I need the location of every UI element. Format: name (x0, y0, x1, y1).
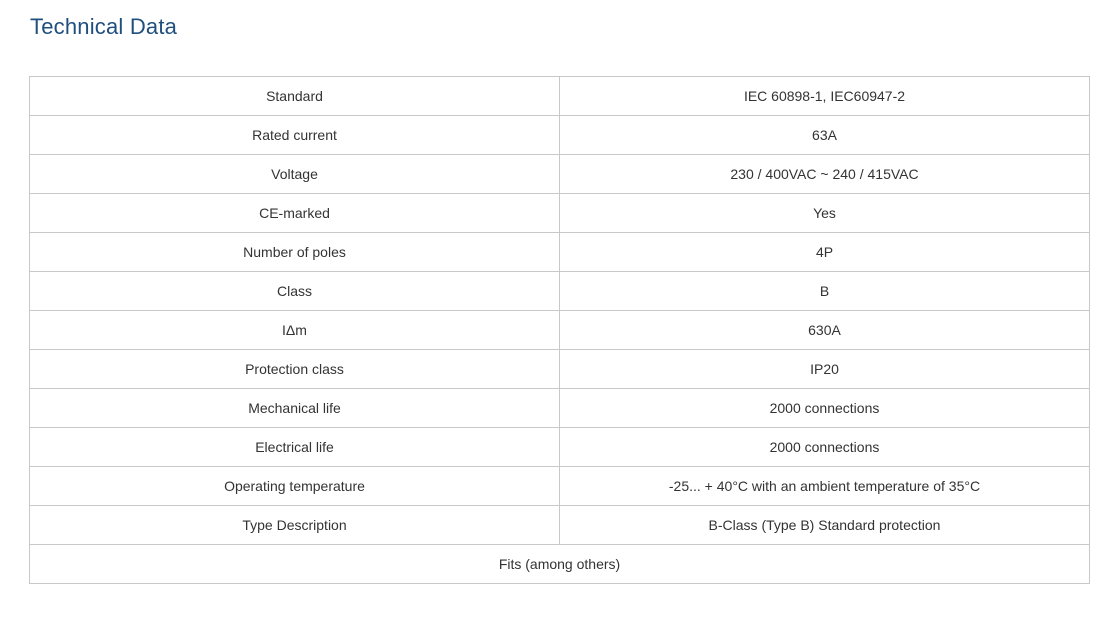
table-row (30, 194, 1090, 233)
spec-label-mechanical-life: Mechanical life (30, 389, 560, 428)
spec-value-type-description: B-Class (Type B) Standard protection (560, 506, 1090, 545)
spec-label-number-of-poles: Number of poles (30, 233, 560, 272)
spec-value-standard: IEC 60898-1, IEC60947-2 (560, 77, 1090, 116)
spec-value-ce-marked: Yes (560, 194, 1090, 233)
spec-value-protection-class: IP20 (560, 350, 1090, 389)
fits-among-others: Fits (among others) (30, 545, 1090, 584)
spec-label-rated-current: Rated current (30, 116, 560, 155)
table-row (30, 233, 1090, 272)
table-row (30, 272, 1090, 311)
table-row (30, 77, 1090, 116)
spec-value-idm: 630A (560, 311, 1090, 350)
table-row (30, 116, 1090, 155)
spec-label-standard: Standard (30, 77, 560, 116)
spec-label-ce-marked: CE-marked (30, 194, 560, 233)
spec-value-operating-temperature: -25... + 40°C with an ambient temperature of 35°C (560, 467, 1090, 506)
table-footer-row (30, 545, 1090, 584)
spec-label-electrical-life: Electrical life (30, 428, 560, 467)
spec-label-voltage: Voltage (30, 155, 560, 194)
spec-label-class: Class (30, 272, 560, 311)
spec-value-rated-current: 63A (560, 116, 1090, 155)
table-row (30, 311, 1090, 350)
spec-label-operating-temperature: Operating temperature (30, 467, 560, 506)
technical-data-table (29, 76, 1090, 584)
table-row (30, 428, 1090, 467)
table-row (30, 350, 1090, 389)
table-row (30, 155, 1090, 194)
spec-value-number-of-poles: 4P (560, 233, 1090, 272)
technical-data-table-body (30, 77, 1090, 584)
spec-value-mechanical-life: 2000 connections (560, 389, 1090, 428)
spec-value-voltage: 230 / 400VAC ~ 240 / 415VAC (560, 155, 1090, 194)
table-row (30, 506, 1090, 545)
spec-label-type-description: Type Description (30, 506, 560, 545)
spec-value-electrical-life: 2000 connections (560, 428, 1090, 467)
spec-label-idm: IΔm (30, 311, 560, 350)
table-row (30, 389, 1090, 428)
spec-value-class: B (560, 272, 1090, 311)
table-row (30, 467, 1090, 506)
page-title: Technical Data (30, 14, 178, 39)
spec-label-protection-class: Protection class (30, 350, 560, 389)
